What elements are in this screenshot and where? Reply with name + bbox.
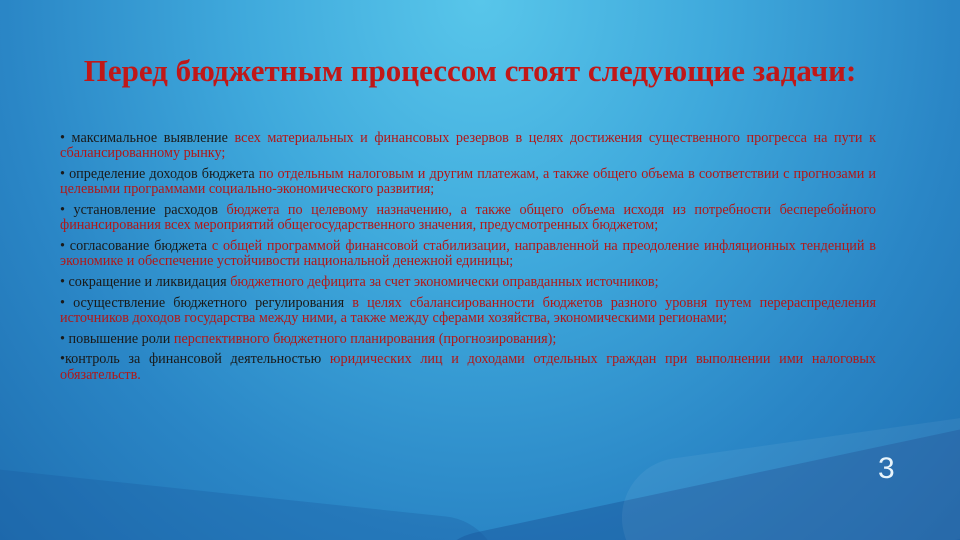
item-text: с общей программой финансовой стабилизации, направленной на преодоление инфляционных тенденций в экономике и обеспечение устойчивости национальной денежной единицы; [60,238,876,270]
list-item [60,239,876,270]
background-band-shape [0,458,506,540]
background-band-shape [614,394,960,540]
item-text: юридических лиц и доходами отдельных граждан при выполнении ими налоговых обязательств. [60,351,876,383]
list-item [60,352,876,383]
list-item [60,167,876,198]
list-item [60,203,876,234]
slide-title: Перед бюджетным процессом стоят следующие задачи: [83,53,857,88]
item-text: всех материальных и финансовых резервов в целях достижения существенного прогресса на пути к сбалансированному рынку; [60,130,876,162]
item-text: в целях сбалансированности бюджетов разного уровня путем перераспределения источников доходов государства между ними, а также между сферами хозяйства, экономическими регионами; [60,294,876,326]
item-lead: • повышение роли [60,330,171,347]
item-lead: • максимальное выявление [60,130,228,146]
item-lead: • осуществление бюджетного регулирования [60,294,345,311]
list-item [60,296,876,327]
list-item [60,275,876,290]
item-lead: • установление расходов [60,202,218,218]
item-lead: •контроль за финансовой деятельностью [60,351,322,368]
item-lead: • определение доходов бюджета [60,166,255,182]
list-item [60,131,876,162]
item-lead: • согласование бюджета [60,238,208,254]
item-text: по отдельным налоговым и другим платежам, а также общего объема в соответствии с прогнозами и целевыми программами социально-экономического развития; [60,166,876,198]
item-text: бюджетного дефицита за счет экономически оправданных источников; [226,274,659,290]
item-lead: • сокращение и ликвидация [60,274,227,290]
list-item [60,332,876,347]
item-text: перспективного бюджетного планирования (прогнозирования); [170,330,557,347]
page-number: 3 [878,452,895,485]
task-list [60,131,876,388]
item-text: бюджета по целевому назначению, а также общего объема исходя из потребности бесперебойного финансирования всех мероприятий общегосударственного значения, предусмотренных бюджетом; [60,202,876,234]
